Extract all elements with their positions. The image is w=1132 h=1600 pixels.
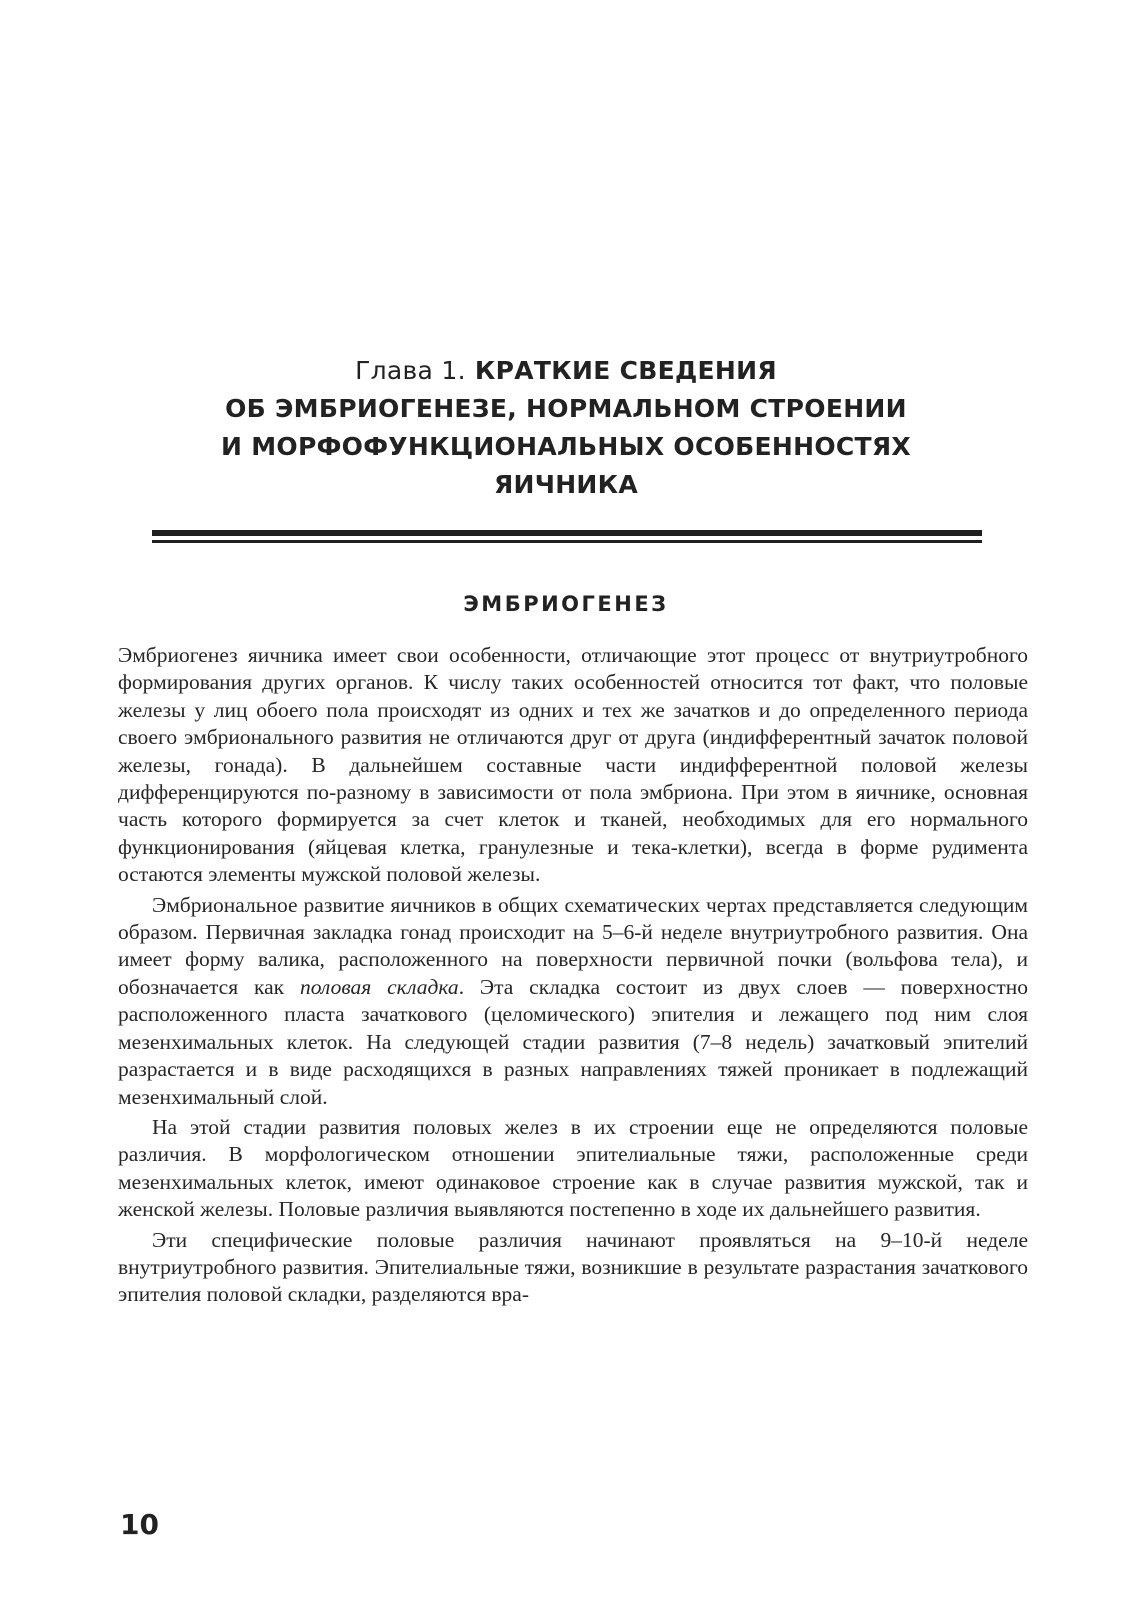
title-divider-thin <box>152 540 982 543</box>
chapter-title <box>160 352 972 504</box>
chapter-prefix: Глава 1. <box>355 356 466 385</box>
title-divider-thick <box>152 530 982 536</box>
page-number: 10 <box>120 1508 159 1541</box>
chapter-title-line-1 <box>160 352 972 390</box>
paragraph-2 <box>118 892 1028 1111</box>
chapter-title-line-1-rest: КРАТКИЕ СВЕДЕНИЯ <box>474 356 777 385</box>
paragraph-2-part-1: Эмбриональное развитие яичников в общих схематических чертах представляется следующим образом. Первичная закладка гонад происходит на 5–6-й неделе внутриутробного развития. Она имеет форму валика, расположенного на поверхности первичной почки (вольфова тела), и обозначается как <box>118 892 1028 999</box>
chapter-title-line-3: И МОРФОФУНКЦИОНАЛЬНЫХ ОСОБЕННОСТЯХ <box>220 432 912 461</box>
paragraph-3: На этой стадии развития половых желез в их строении еще не определяются половые различия. В морфологическом отношении эпителиальные тяжи, расположенные среди мезенхимальных клеток, имеют одинаковое строение как в случае развития мужской, так и женской железы. Половые различия выявляются постепенно в ходе их дальнейшего развития. <box>118 1114 1028 1222</box>
paragraph-2-term: половая складка <box>299 974 459 999</box>
body-text <box>118 642 1028 1309</box>
chapter-title-line-4: ЯИЧНИКА <box>493 470 639 499</box>
section-heading: ЭМБРИОГЕНЕЗ <box>463 592 669 616</box>
paragraph-4: Эти специфические половые различия начинают проявляться на 9–10-й неделе внутриутробного развития. Эпителиальные тяжи, возникшие в результате разрастания зачаткового эпителия половой складки, разделяются вра- <box>118 1227 1028 1307</box>
chapter-title-line-2: ОБ ЭМБРИОГЕНЕЗЕ, НОРМАЛЬНОМ СТРОЕНИИ <box>225 394 907 423</box>
paragraph-1: Эмбриогенез яичника имеет свои особенности, отличающие этот процесс от внутриутробного формирования других органов. К числу таких особенностей относится тот факт, что половые железы у лиц обоего пола происходят из одних и тех же зачатков и до определенного периода своего эмбрионального развития не отличаются друг от друга (индифферентный зачаток половой железы, гонада). В дальнейшем составные части индифферентной половой железы дифференцируются по-разному в зависимости от пола эмбриона. При этом в яичнике, основная часть которого формируется за счет клеток и тканей, необходимых для его нормального функционирования (яйцевая клетка, гранулезные и тека-клетки), всегда в форме рудимента остаются элементы мужской половой железы. <box>118 643 1028 887</box>
paragraph-2-part-2: . Эта складка состоит из двух слоев — поверхностно расположенного пласта зачаткового (целомического) эпителия и лежащего под ним слоя мезенхимальных клеток. На следующей стадии развития (7–8 недель) зачатковый эпителий разрастается и в виде расходящихся в разных направлениях тяжей проникает в подлежащий мезенхимальный слой. <box>118 974 1029 1109</box>
